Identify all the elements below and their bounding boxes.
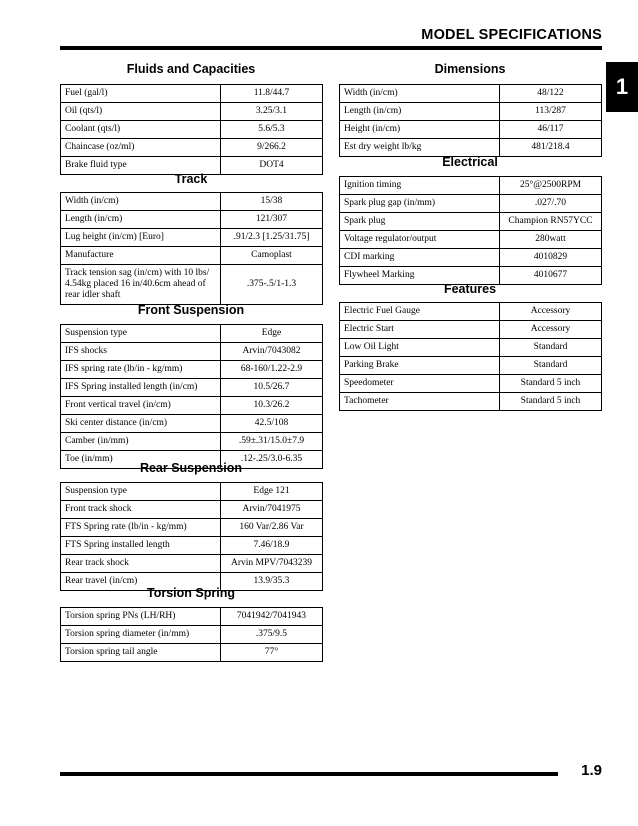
table-row <box>340 321 602 339</box>
table-row <box>340 357 602 375</box>
row-value: 9/266.2 <box>221 139 323 157</box>
row-label: IFS spring rate (lb/in - kg/mm) <box>61 361 221 379</box>
torsion-spring-table <box>60 607 323 662</box>
row-value: .12-.25/3.0-6.35 <box>221 451 323 469</box>
row-value: Standard <box>500 339 602 357</box>
row-label: Speedometer <box>340 375 500 393</box>
track-table <box>60 192 323 305</box>
row-label: Lug height (in/cm) [Euro] <box>61 229 221 247</box>
page-number: 1.9 <box>581 762 602 779</box>
table-row <box>61 537 323 555</box>
electrical-title: Electrical <box>442 155 498 169</box>
row-label: Voltage regulator/output <box>340 231 500 249</box>
table-row <box>61 325 323 343</box>
table-row <box>61 644 323 662</box>
row-value: 25°@2500RPM <box>500 177 602 195</box>
row-label: Brake fluid type <box>61 157 221 175</box>
features-title: Features <box>443 282 497 296</box>
table-row <box>61 433 323 451</box>
row-label: Electric Start <box>340 321 500 339</box>
fluids-table <box>60 84 323 175</box>
table-row <box>61 555 323 573</box>
row-label: Ignition timing <box>340 177 500 195</box>
row-value: Arvin/7043082 <box>221 343 323 361</box>
table-row <box>340 103 602 121</box>
row-label: IFS shocks <box>61 343 221 361</box>
torsion-spring-title: Torsion Spring <box>147 586 235 600</box>
table-row <box>340 393 602 411</box>
table-row <box>340 121 602 139</box>
row-value: Edge <box>221 325 323 343</box>
row-label: Torsion spring PNs (LH/RH) <box>61 608 221 626</box>
row-value: DOT4 <box>221 157 323 175</box>
table-row <box>61 397 323 415</box>
row-value: .375/9.5 <box>221 626 323 644</box>
row-value: 15/38 <box>221 193 323 211</box>
table-row <box>61 501 323 519</box>
row-value: 160 Var/2.86 Var <box>221 519 323 537</box>
row-value: .375-.5/1-1.3 <box>221 265 323 305</box>
row-label: Tachometer <box>340 393 500 411</box>
row-value: 11.8/44.7 <box>221 85 323 103</box>
table-row <box>61 193 323 211</box>
table-row <box>340 231 602 249</box>
table-row <box>61 211 323 229</box>
table-row <box>340 195 602 213</box>
footer-rule <box>60 772 558 776</box>
table-row <box>340 375 602 393</box>
row-value: 481/218.4 <box>500 139 602 157</box>
table-row <box>61 379 323 397</box>
row-label: Track tension sag (in/cm) with 10 lbs/ 4.54kg placed 16 in/40.6cm ahead of rear idler shaft <box>61 265 221 305</box>
fluids-title: Fluids and Capacities <box>126 62 256 76</box>
row-label: Torsion spring diameter (in/mm) <box>61 626 221 644</box>
table-row <box>61 85 323 103</box>
table-row <box>61 361 323 379</box>
row-label: Fuel (gal/l) <box>61 85 221 103</box>
row-value: 4010677 <box>500 267 602 285</box>
row-label: Est dry weight lb/kg <box>340 139 500 157</box>
row-label: Spark plug gap (in/mm) <box>340 195 500 213</box>
table-row <box>61 247 323 265</box>
table-row <box>340 139 602 157</box>
header-rule <box>60 46 602 50</box>
features-table <box>339 302 602 411</box>
row-label: Parking Brake <box>340 357 500 375</box>
row-label: Torsion spring tail angle <box>61 644 221 662</box>
row-label: Manufacture <box>61 247 221 265</box>
rear-suspension-table <box>60 482 323 591</box>
dimensions-table <box>339 84 602 157</box>
row-label: Length (in/cm) <box>340 103 500 121</box>
row-value: Arvin MPV/7043239 <box>221 555 323 573</box>
row-label: IFS Spring installed length (in/cm) <box>61 379 221 397</box>
table-row <box>340 213 602 231</box>
front-suspension-table <box>60 324 323 469</box>
row-label: Spark plug <box>340 213 500 231</box>
row-value: 113/287 <box>500 103 602 121</box>
row-label: Height (in/cm) <box>340 121 500 139</box>
row-label: Front track shock <box>61 501 221 519</box>
row-label: Electric Fuel Gauge <box>340 303 500 321</box>
row-label: Chaincase (oz/ml) <box>61 139 221 157</box>
row-label: Low Oil Light <box>340 339 500 357</box>
row-label: Camber (in/mm) <box>61 433 221 451</box>
table-row <box>340 339 602 357</box>
row-value: Accessory <box>500 321 602 339</box>
table-row <box>61 483 323 501</box>
row-value: 121/307 <box>221 211 323 229</box>
row-label: CDI marking <box>340 249 500 267</box>
row-value: 13.9/35.3 <box>221 573 323 591</box>
table-row <box>340 85 602 103</box>
electrical-table <box>339 176 602 285</box>
chapter-tab: 1 <box>606 62 638 112</box>
table-row <box>340 177 602 195</box>
row-label: Width (in/cm) <box>61 193 221 211</box>
row-value: Standard <box>500 357 602 375</box>
row-value: Champion RN57YCC <box>500 213 602 231</box>
table-row <box>61 415 323 433</box>
table-row <box>340 249 602 267</box>
table-row <box>61 229 323 247</box>
row-label: Oil (qts/l) <box>61 103 221 121</box>
rear-suspension-title: Rear Suspension <box>139 461 243 475</box>
table-row <box>340 303 602 321</box>
row-value: Edge 121 <box>221 483 323 501</box>
row-value: 7.46/18.9 <box>221 537 323 555</box>
row-value: 3.25/3.1 <box>221 103 323 121</box>
row-label: Rear track shock <box>61 555 221 573</box>
row-value: Arvin/7041975 <box>221 501 323 519</box>
row-label: Front vertical travel (in/cm) <box>61 397 221 415</box>
row-label: Suspension type <box>61 325 221 343</box>
table-row <box>61 608 323 626</box>
row-label: Ski center distance (in/cm) <box>61 415 221 433</box>
row-value: .91/2.3 [1.25/31.75] <box>221 229 323 247</box>
row-value: Standard 5 inch <box>500 375 602 393</box>
row-value: 5.6/5.3 <box>221 121 323 139</box>
page-header-title: MODEL SPECIFICATIONS <box>421 27 602 43</box>
row-label: Coolant (qts/l) <box>61 121 221 139</box>
row-label: Flywheel Marking <box>340 267 500 285</box>
dimensions-title: Dimensions <box>434 62 506 76</box>
table-row <box>61 265 323 305</box>
table-row <box>61 139 323 157</box>
row-value: .027/.70 <box>500 195 602 213</box>
row-value: Standard 5 inch <box>500 393 602 411</box>
track-title: Track <box>174 172 208 186</box>
row-value: 7041942/7041943 <box>221 608 323 626</box>
row-label: FTS Spring installed length <box>61 537 221 555</box>
row-value: 77° <box>221 644 323 662</box>
row-value: 280watt <box>500 231 602 249</box>
table-row <box>61 626 323 644</box>
row-label: Toe (in/mm) <box>61 451 221 469</box>
table-row <box>61 121 323 139</box>
front-suspension-title: Front Suspension <box>137 303 245 317</box>
row-label: Width (in/cm) <box>340 85 500 103</box>
row-label: FTS Spring rate (lb/in - kg/mm) <box>61 519 221 537</box>
row-value: 68-160/1.22-2.9 <box>221 361 323 379</box>
row-value: 46/117 <box>500 121 602 139</box>
row-label: Rear travel (in/cm) <box>61 573 221 591</box>
table-row <box>61 519 323 537</box>
row-value: .59±.31/15.0±7.9 <box>221 433 323 451</box>
row-value: 10.5/26.7 <box>221 379 323 397</box>
row-value: 48/122 <box>500 85 602 103</box>
row-value: Accessory <box>500 303 602 321</box>
table-row <box>61 343 323 361</box>
row-value: 42.5/108 <box>221 415 323 433</box>
row-label: Length (in/cm) <box>61 211 221 229</box>
row-value: 10.3/26.2 <box>221 397 323 415</box>
row-value: Camoplast <box>221 247 323 265</box>
row-value: 4010829 <box>500 249 602 267</box>
table-row <box>61 103 323 121</box>
row-label: Suspension type <box>61 483 221 501</box>
